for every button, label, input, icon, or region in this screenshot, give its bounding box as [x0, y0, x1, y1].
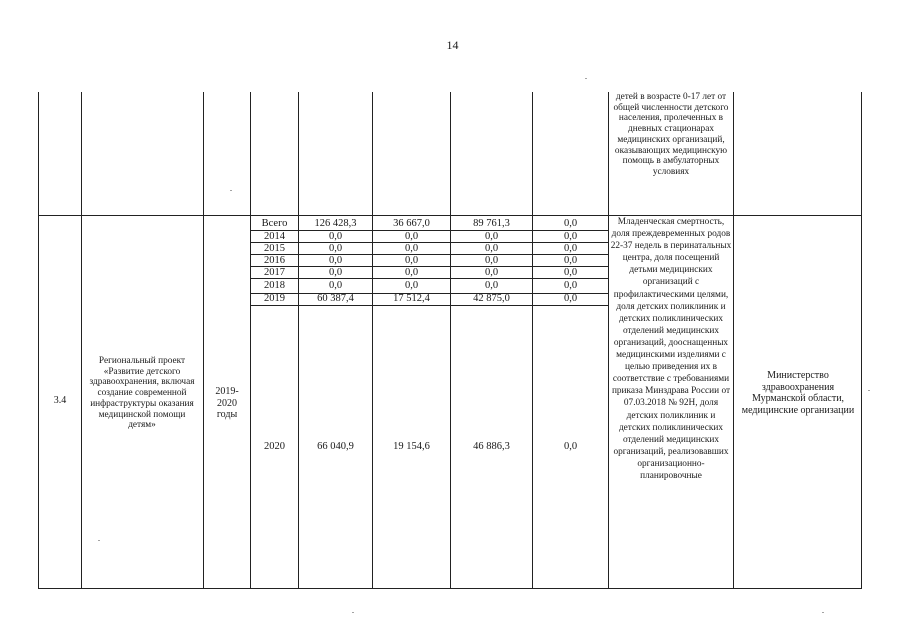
page-number: 14 — [446, 38, 459, 52]
total-cell: 66 040,9 — [317, 441, 354, 452]
source2-cell: 0,0 — [484, 231, 499, 242]
source2-cell: 0,0 — [484, 280, 499, 291]
source2-cell: 89 761,3 — [473, 218, 510, 229]
source3-cell: 0,0 — [563, 280, 578, 291]
source3-cell: 0,0 — [563, 267, 578, 278]
total-cell: 0,0 — [328, 280, 343, 291]
year-cell: 2020 — [264, 441, 285, 452]
total-cell: 0,0 — [328, 243, 343, 254]
project-period: 2019-2020 годы — [215, 386, 239, 420]
source3-cell: 0,0 — [563, 243, 578, 254]
row-number: 3.4 — [53, 395, 67, 406]
year-cell: Всего — [261, 218, 288, 229]
source2-cell: 0,0 — [484, 267, 499, 278]
year-cell: 2014 — [264, 231, 285, 242]
total-cell: 0,0 — [328, 255, 343, 266]
source3-cell: 0,0 — [563, 293, 578, 304]
year-cell: 2016 — [264, 255, 285, 266]
total-cell: 60 387,4 — [317, 293, 354, 304]
source1-cell: 0,0 — [404, 267, 419, 278]
source2-cell: 0,0 — [484, 243, 499, 254]
year-cell: 2015 — [264, 243, 285, 254]
prev-indicator-text: детей в возрасте 0-17 лет от общей численности детского населения, пролеченных в дневных стационарах медицинских организаций, оказывающих медицинскую помощь в амбулаторных условиях — [613, 92, 729, 177]
source3-cell: 0,0 — [563, 218, 578, 229]
source1-cell: 0,0 — [404, 243, 419, 254]
source3-cell: 0,0 — [563, 231, 578, 242]
source3-cell: 0,0 — [563, 255, 578, 266]
source2-cell: 42 875,0 — [473, 293, 510, 304]
total-cell: 126 428,3 — [314, 218, 357, 229]
source1-cell: 17 512,4 — [393, 293, 430, 304]
project-name: Региональный проект «Развитие детского здравоохранения, включая создание современной инфраструктуры оказания медицинской помощи детям» — [89, 356, 195, 431]
source1-cell: 19 154,6 — [393, 441, 430, 452]
total-cell: 0,0 — [328, 267, 343, 278]
indicator-text: Младенческая смертность, доля преждевременных родов 22-37 недель в перинатальных центра, доля посещений детьми медицинских организаций с профилактическими целями, доля детских поликлиник и детских поликлинических отделений медицинских организаций, дооснащенных медицинскими изделиями с целью приведения их в соответствие с требованиями приказа Минздрава России от 07.03.2018 № 92Н, доля детских поликлиник и детских поликлинических отделений медицинских организаций, реализовавших организационно-планировочные — [610, 217, 732, 481]
year-cell: 2019 — [264, 293, 285, 304]
source1-cell: 0,0 — [404, 280, 419, 291]
source1-cell: 0,0 — [404, 231, 419, 242]
source1-cell: 36 667,0 — [393, 218, 430, 229]
total-cell: 0,0 — [328, 231, 343, 242]
year-cell: 2017 — [264, 267, 285, 278]
source2-cell: 0,0 — [484, 255, 499, 266]
year-cell: 2018 — [264, 280, 285, 291]
source2-cell: 46 886,3 — [473, 441, 510, 452]
source1-cell: 0,0 — [404, 255, 419, 266]
source3-cell: 0,0 — [563, 441, 578, 452]
responsible-text: Министерство здравоохранения Мурманской области, медицинские организации — [741, 370, 855, 416]
